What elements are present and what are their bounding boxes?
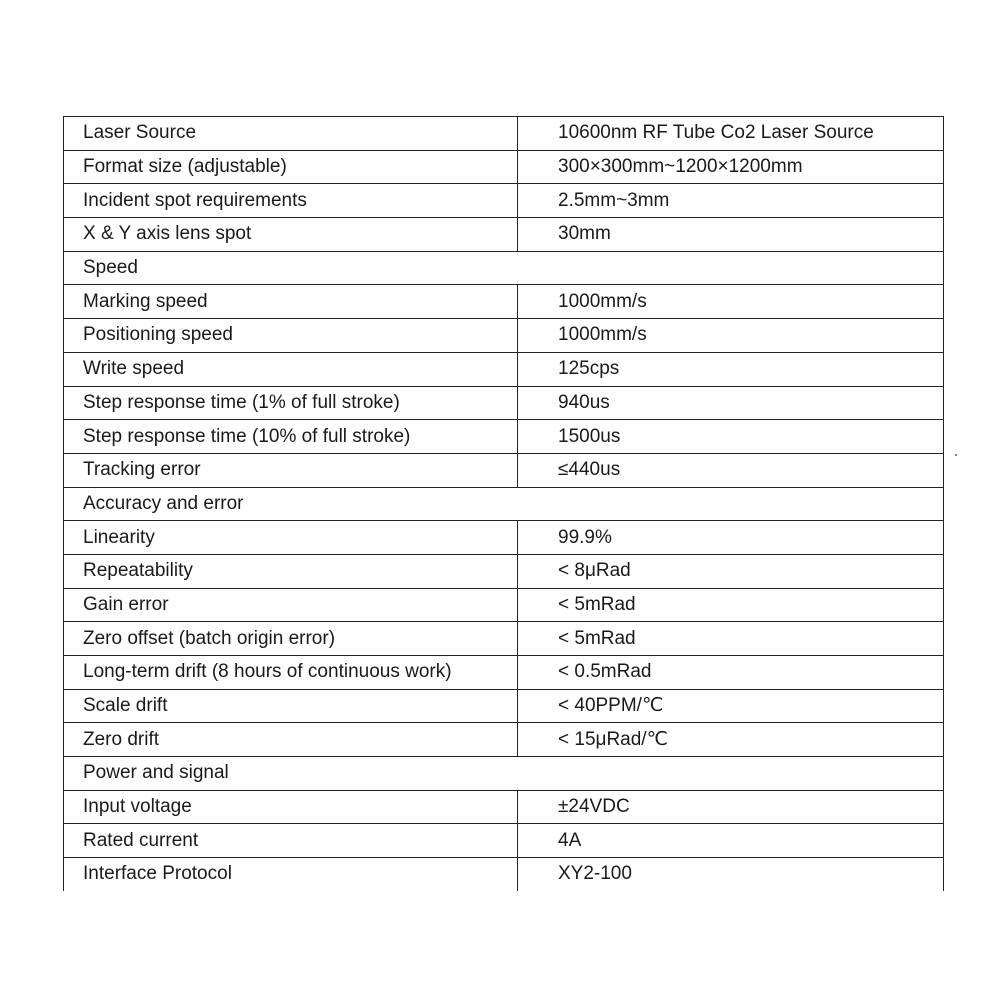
- spec-row: [64, 319, 944, 353]
- spec-value: ≤440us: [518, 453, 944, 487]
- section-empty-cell: [518, 757, 944, 791]
- spec-label: Positioning speed: [64, 319, 518, 353]
- section-row: [64, 487, 944, 521]
- spec-row: [64, 622, 944, 656]
- spec-value: 300×300mm~1200×1200mm: [518, 150, 944, 184]
- spec-label: Gain error: [64, 588, 518, 622]
- spec-label: Zero drift: [64, 723, 518, 757]
- spec-value: 125cps: [518, 352, 944, 386]
- spec-label: Rated current: [64, 824, 518, 858]
- spec-row: [64, 285, 944, 319]
- section-heading: Speed: [64, 251, 518, 285]
- section-row: [64, 251, 944, 285]
- spec-label: Long-term drift (8 hours of continuous work): [64, 656, 518, 690]
- spec-label: Zero offset (batch origin error): [64, 622, 518, 656]
- spec-label: Incident spot requirements: [64, 184, 518, 218]
- spec-label: Marking speed: [64, 285, 518, 319]
- spec-table-body: [64, 117, 944, 891]
- spec-value: 1000mm/s: [518, 285, 944, 319]
- spec-row: [64, 723, 944, 757]
- spec-value: 30mm: [518, 218, 944, 252]
- spec-label: Interface Protocol: [64, 858, 518, 891]
- spec-row: [64, 554, 944, 588]
- spec-row: [64, 150, 944, 184]
- spec-label: Step response time (1% of full stroke): [64, 386, 518, 420]
- spec-value: < 8μRad: [518, 554, 944, 588]
- spec-value: XY2-100: [518, 858, 944, 891]
- section-heading: Accuracy and error: [64, 487, 518, 521]
- spec-row: [64, 386, 944, 420]
- spec-value: 940us: [518, 386, 944, 420]
- spec-label: Step response time (10% of full stroke): [64, 420, 518, 454]
- section-empty-cell: [518, 251, 944, 285]
- spec-label: Scale drift: [64, 689, 518, 723]
- spec-row: [64, 858, 944, 891]
- spec-value: 1000mm/s: [518, 319, 944, 353]
- section-empty-cell: [518, 487, 944, 521]
- spec-row: [64, 656, 944, 690]
- spec-row: [64, 588, 944, 622]
- spec-row: [64, 689, 944, 723]
- spec-label: Write speed: [64, 352, 518, 386]
- spec-label: Format size (adjustable): [64, 150, 518, 184]
- spec-label: Input voltage: [64, 790, 518, 824]
- spec-row: [64, 117, 944, 151]
- spec-row: [64, 218, 944, 252]
- spec-value: < 5mRad: [518, 588, 944, 622]
- spec-value: 10600nm RF Tube Co2 Laser Source: [518, 117, 944, 151]
- spec-value: < 5mRad: [518, 622, 944, 656]
- spec-value: < 40PPM/℃: [518, 689, 944, 723]
- spec-label: Laser Source: [64, 117, 518, 151]
- spec-label: Linearity: [64, 521, 518, 555]
- spec-row: [64, 184, 944, 218]
- spec-label: X & Y axis lens spot: [64, 218, 518, 252]
- spec-value: 4A: [518, 824, 944, 858]
- spec-row: [64, 453, 944, 487]
- spec-value: < 15μRad/℃: [518, 723, 944, 757]
- spec-value: 2.5mm~3mm: [518, 184, 944, 218]
- spec-value: ±24VDC: [518, 790, 944, 824]
- spec-row: [64, 790, 944, 824]
- stray-dot: [955, 454, 957, 456]
- spec-value: < 0.5mRad: [518, 656, 944, 690]
- section-row: [64, 757, 944, 791]
- spec-value: 1500us: [518, 420, 944, 454]
- section-heading: Power and signal: [64, 757, 518, 791]
- spec-row: [64, 420, 944, 454]
- spec-label: Tracking error: [64, 453, 518, 487]
- spec-table: [63, 116, 944, 891]
- spec-value: 99.9%: [518, 521, 944, 555]
- spec-row: [64, 352, 944, 386]
- spec-row: [64, 521, 944, 555]
- spec-row: [64, 824, 944, 858]
- spec-label: Repeatability: [64, 554, 518, 588]
